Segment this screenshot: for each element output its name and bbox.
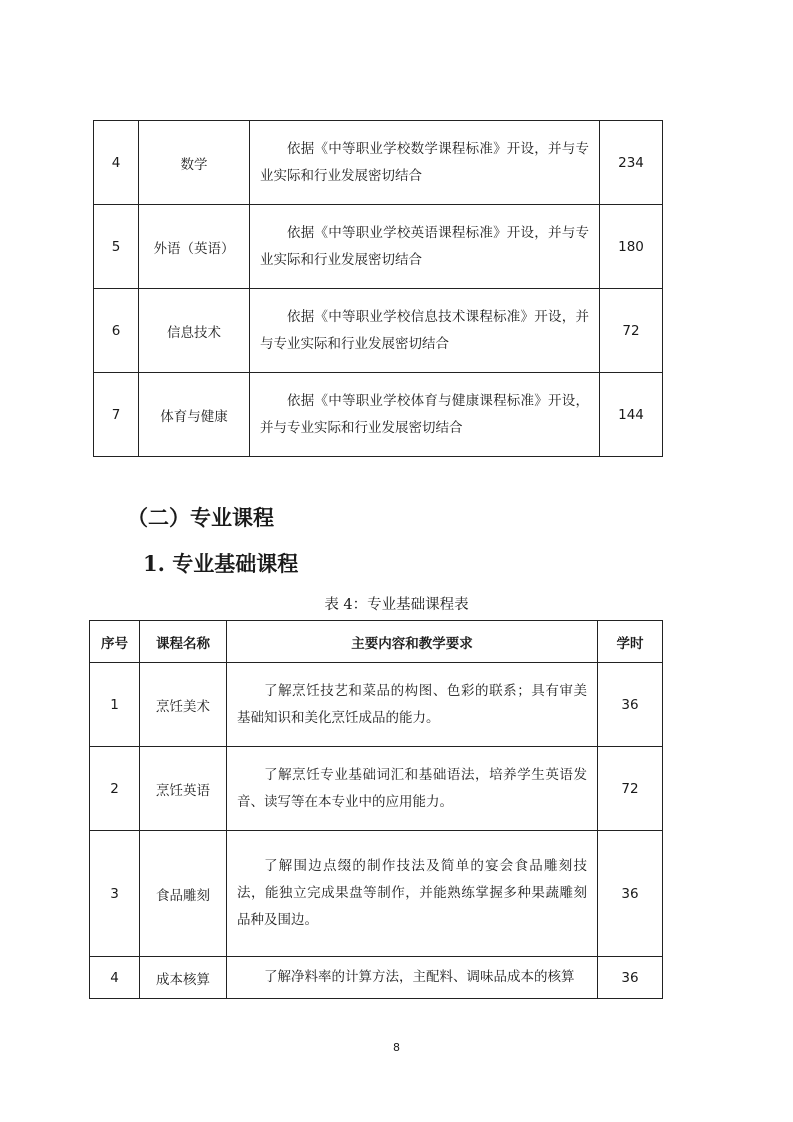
- course-name: 烹饪美术: [140, 663, 227, 747]
- course-name: 成本核算: [140, 957, 227, 999]
- header-number: 序号: [90, 621, 140, 663]
- table-row: [90, 747, 663, 831]
- row-number: 3: [90, 831, 140, 957]
- course-hours: 36: [598, 957, 663, 999]
- course-content: 了解净料率的计算方法，主配料、调味品成本的核算: [227, 957, 598, 999]
- course-content: 依据《中等职业学校体育与健康课程标准》开设，并与专业实际和行业发展密切结合: [250, 373, 600, 457]
- course-content: 了解围边点缀的制作技法及简单的宴会食品雕刻技法，能独立完成果盘等制作，并能熟练掌握多种果蔬雕刻品种及围边。: [227, 831, 598, 957]
- row-number: 6: [94, 289, 139, 373]
- course-name: 信息技术: [139, 289, 250, 373]
- table-caption: 表 4：专业基础课程表: [324, 597, 469, 613]
- table-row: [94, 373, 663, 457]
- course-hours: 36: [598, 663, 663, 747]
- course-name: 食品雕刻: [140, 831, 227, 957]
- section-heading: （二）专业课程: [127, 506, 274, 530]
- row-number: 4: [94, 121, 139, 205]
- course-hours: 144: [600, 373, 663, 457]
- course-content: 依据《中等职业学校英语课程标准》开设，并与专业实际和行业发展密切结合: [250, 205, 600, 289]
- course-name: 数学: [139, 121, 250, 205]
- row-number: 5: [94, 205, 139, 289]
- header-hours: 学时: [598, 621, 663, 663]
- course-hours: 72: [600, 289, 663, 373]
- course-content: 依据《中等职业学校信息技术课程标准》开设，并与专业实际和行业发展密切结合: [250, 289, 600, 373]
- row-number: 2: [90, 747, 140, 831]
- table-row: [94, 289, 663, 373]
- table-row: [90, 663, 663, 747]
- header-content: 主要内容和教学要求: [227, 621, 598, 663]
- course-name: 体育与健康: [139, 373, 250, 457]
- course-name: 烹饪英语: [140, 747, 227, 831]
- page-number: 8: [393, 1041, 400, 1054]
- subsection-heading: 1. 专业基础课程: [143, 551, 299, 576]
- course-name: 外语（英语）: [139, 205, 250, 289]
- table-header-row: [90, 621, 663, 663]
- table-row: [90, 831, 663, 957]
- row-number: 4: [90, 957, 140, 999]
- course-content: 了解烹饪专业基础词汇和基础语法，培养学生英语发音、读写等在本专业中的应用能力。: [227, 747, 598, 831]
- course-hours: 36: [598, 831, 663, 957]
- table-row: [94, 121, 663, 205]
- course-hours: 234: [600, 121, 663, 205]
- course-content: 了解烹饪技艺和菜品的构图、色彩的联系；具有审美基础知识和美化烹饪成品的能力。: [227, 663, 598, 747]
- general-courses-table: [93, 120, 663, 457]
- course-hours: 72: [598, 747, 663, 831]
- table-row: [94, 205, 663, 289]
- header-course-name: 课程名称: [140, 621, 227, 663]
- row-number: 7: [94, 373, 139, 457]
- course-content: 依据《中等职业学校数学课程标准》开设，并与专业实际和行业发展密切结合: [250, 121, 600, 205]
- course-hours: 180: [600, 205, 663, 289]
- row-number: 1: [90, 663, 140, 747]
- table-row: [90, 957, 663, 999]
- professional-basic-courses-table: [89, 620, 663, 999]
